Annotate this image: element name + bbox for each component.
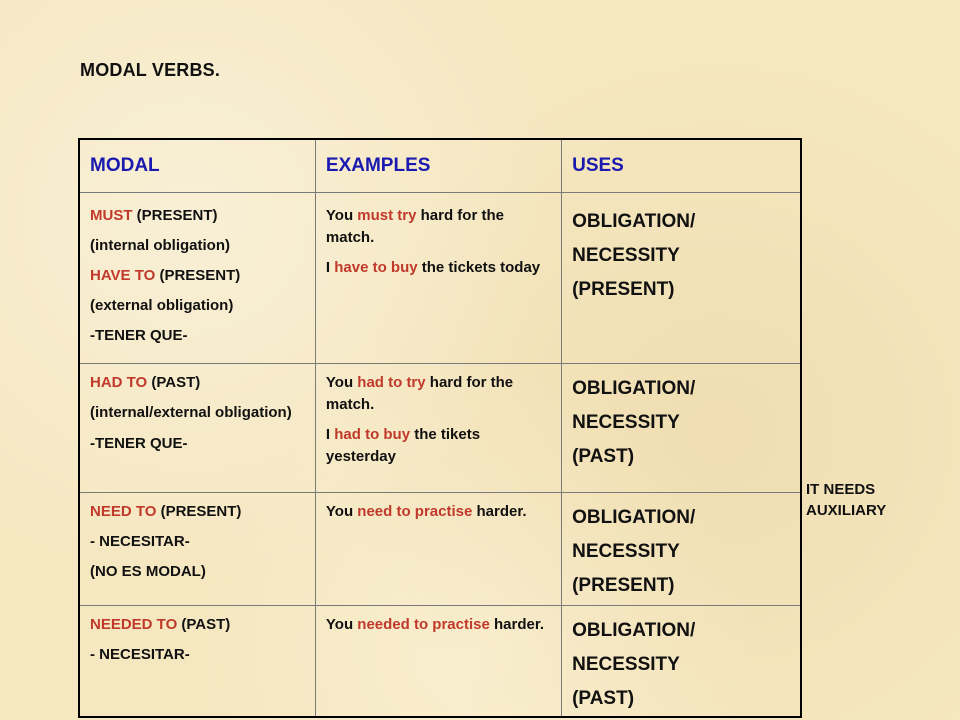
- modal-line: [90, 644, 305, 665]
- table-row: [79, 606, 801, 718]
- modal-text: (PAST): [177, 616, 231, 633]
- uses-cell: [562, 493, 801, 606]
- example-sentence: [326, 257, 551, 279]
- modal-keyword: NEEDED TO: [90, 616, 178, 633]
- modal-keyword: MUST: [90, 207, 133, 224]
- use-line: (PAST): [572, 688, 635, 709]
- example-highlight: had to try: [357, 374, 426, 391]
- table-row: [79, 493, 801, 606]
- table-row: [79, 364, 801, 493]
- modal-line: [90, 531, 305, 552]
- example-text: harder.: [489, 616, 545, 633]
- use-line: NECESSITY: [572, 541, 680, 562]
- example-text: You: [325, 207, 358, 224]
- modal-line: [90, 501, 305, 522]
- uses-cell: [562, 193, 801, 364]
- use-line: NECESSITY: [572, 245, 680, 266]
- modal-text: (external obligation): [90, 297, 234, 314]
- modal-line: [90, 265, 305, 286]
- example-text: You: [325, 374, 358, 391]
- modal-text: (PAST): [147, 374, 201, 391]
- modal-text: - NECESITAR-: [90, 533, 190, 550]
- page-title: MODAL VERBS.: [80, 60, 221, 80]
- modal-line: [90, 295, 305, 316]
- example-sentence: [326, 501, 551, 523]
- example-text: I: [325, 259, 335, 276]
- auxiliary-note: [806, 479, 946, 521]
- header-examples: EXAMPLES: [315, 139, 561, 193]
- example-sentence: [326, 424, 551, 468]
- modal-cell: [79, 364, 315, 493]
- modal-text: -TENER QUE-: [90, 327, 188, 344]
- modal-text: (PRESENT): [132, 207, 218, 224]
- modal-text: (PRESENT): [155, 267, 241, 284]
- modal-line: [90, 205, 305, 226]
- use-line: NECESSITY: [572, 654, 680, 675]
- example-text: harder.: [472, 503, 527, 520]
- modal-line: [90, 325, 305, 346]
- modal-cell: [79, 493, 315, 606]
- example-text: the tickets today: [417, 259, 541, 276]
- modal-text: (internal obligation): [90, 237, 230, 254]
- example-sentence: [326, 372, 551, 416]
- modal-line: [90, 614, 305, 635]
- example-text: I: [325, 426, 335, 443]
- note-line: AUXILIARY: [806, 502, 887, 519]
- examples-cell: [315, 493, 561, 606]
- example-text: You: [325, 503, 358, 520]
- use-line: OBLIGATION/: [572, 507, 696, 528]
- examples-cell: [315, 364, 561, 493]
- modal-text: (PRESENT): [156, 503, 242, 520]
- modal-line: [90, 561, 305, 582]
- modal-keyword: HAD TO: [90, 374, 148, 391]
- use-line: NECESSITY: [572, 412, 680, 433]
- use-line: (PRESENT): [572, 575, 675, 596]
- modal-text: - NECESITAR-: [90, 646, 190, 663]
- modal-verbs-table: [78, 138, 802, 718]
- example-sentence: [326, 205, 551, 249]
- use-line: (PRESENT): [572, 279, 675, 300]
- example-highlight: had to buy: [334, 426, 411, 443]
- modal-keyword: NEED TO: [90, 503, 157, 520]
- modal-line: [90, 433, 305, 454]
- examples-cell: [315, 193, 561, 364]
- examples-cell: [315, 606, 561, 718]
- header-uses: USES: [562, 139, 801, 193]
- modal-cell: [79, 193, 315, 364]
- example-text: the tikets yesterday: [325, 426, 481, 465]
- uses-cell: [562, 606, 801, 718]
- modal-keyword: HAVE TO: [90, 267, 156, 284]
- use-line: OBLIGATION/: [572, 211, 696, 232]
- modal-line: [90, 402, 305, 424]
- modal-cell: [79, 606, 315, 718]
- use-line: OBLIGATION/: [572, 620, 696, 641]
- table-header-row: [79, 139, 801, 193]
- use-line: OBLIGATION/: [572, 378, 696, 399]
- example-text: hard for the match.: [325, 374, 514, 413]
- example-text: hard for the match.: [325, 207, 504, 246]
- modal-text: -TENER QUE-: [90, 435, 188, 452]
- modal-text: (internal/external obligation): [90, 404, 292, 421]
- example-sentence: [326, 614, 551, 636]
- note-line: IT NEEDS: [806, 481, 876, 498]
- example-highlight: have to buy: [334, 259, 418, 276]
- example-highlight: need to practise: [357, 503, 473, 520]
- header-modal: MODAL: [79, 139, 315, 193]
- example-text: You: [325, 616, 358, 633]
- table-row: [79, 193, 801, 364]
- use-line: (PAST): [572, 446, 635, 467]
- modal-line: [90, 235, 305, 256]
- uses-cell: [562, 364, 801, 493]
- example-highlight: needed to practise: [357, 616, 490, 633]
- modal-text: (NO ES MODAL): [90, 563, 206, 580]
- modal-line: [90, 372, 305, 393]
- example-highlight: must try: [357, 207, 417, 224]
